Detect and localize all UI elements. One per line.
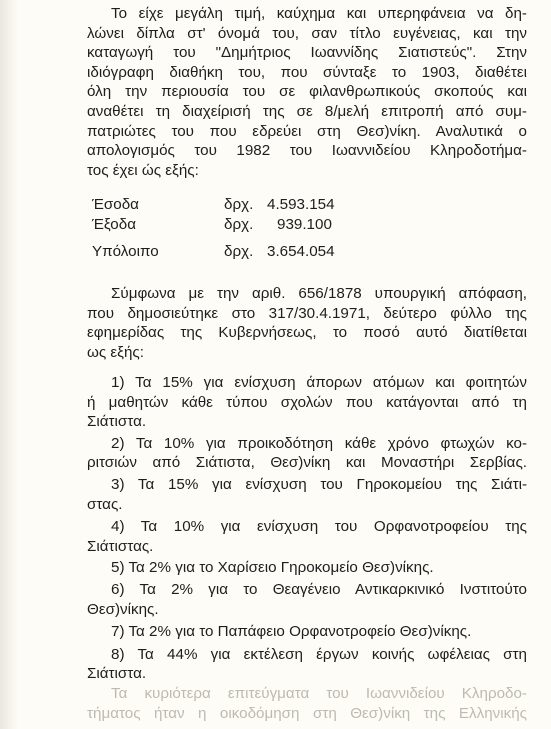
allocation-line: Σιάτιστα. xyxy=(87,413,147,431)
financial-row-expenses xyxy=(92,215,392,235)
allocation-line: 3) Τα 15% για ενίσχυση του Γηροκομείου της Σιάτι- xyxy=(111,475,527,493)
intro-line: Το είχε μεγάλη τιμή, καύχημα και υπερηφάνεια να δη- xyxy=(111,5,527,22)
allocation-line: Σιάτιστα. xyxy=(87,665,147,683)
allocation-item xyxy=(87,475,527,514)
page-edge-shadow xyxy=(0,0,18,729)
decision-line: Σύμφωνα με την αριθ. 656/1878 υπουργική απόφαση, xyxy=(111,285,527,302)
financial-amount: 939.100 xyxy=(277,216,332,233)
intro-line: πατριώτες του που εδρεύει στη Θεσ)νίκη. Αναλυτικά ο xyxy=(87,122,527,140)
financial-currency: δρχ. xyxy=(224,196,254,213)
financial-label: Υπόλοιπο xyxy=(92,243,159,260)
decision-paragraph xyxy=(87,284,527,362)
allocation-line: Σιάτιστας. xyxy=(87,537,154,555)
allocation-line: ή μαθητών κάθε τύπου σχολών που κατάγονται από τη xyxy=(87,393,527,411)
decision-line: που δημοσιεύτηκε στο 317/30.4.1971, δεύτερο φύλλο της xyxy=(87,304,527,322)
allocation-line: στας. xyxy=(87,495,123,513)
financial-row-income xyxy=(92,195,392,215)
faded-line: Τα κυριότερα επιτεύγματα του Ιωαννιδείου Κληροδο- xyxy=(111,685,527,702)
financial-currency: δρχ. xyxy=(224,216,254,233)
allocation-line: 2) Τα 10% για προικοδότηση κάθε χρόνο φτωχών κο- xyxy=(111,434,527,452)
decision-line: εφημερίδας της Κυβερνήσεως, το ποσό αυτό διατίθεται xyxy=(87,324,527,342)
allocation-line: 1) Τα 15% για ενίσχυση άπορων ατόμων και φοιτητών xyxy=(111,374,527,391)
allocation-list xyxy=(87,373,527,684)
allocation-item xyxy=(87,373,527,432)
intro-line: λώνει δίπλα στ' όνομά του, σαν τίτλο ευγένειας, και την xyxy=(87,24,527,42)
faded-line: τήματος ήταν η οικοδόμηση στη Θεσ)νίκη της Ελληνικής xyxy=(87,704,527,722)
allocation-item xyxy=(87,517,527,556)
allocation-item xyxy=(87,622,527,642)
financial-label: Έξοδα xyxy=(92,216,136,233)
intro-line: απολογισμός του 1982 του Ιωαννιδείου Κληροδοτήμα- xyxy=(87,142,527,160)
intro-line: αναθέτει τη διαχείρισή της σε 8/μελή επιτροπή από συμ- xyxy=(87,102,527,120)
allocation-line: ριτσιών από Σιάτιστα, Θεσ)νίκη και Μοναστήρι Σερβίας. xyxy=(87,454,527,472)
financial-amount: 4.593.154 xyxy=(267,196,335,213)
intro-paragraph xyxy=(87,4,527,180)
allocation-line: 6) Τα 2% για το Θεαγένειο Αντικαρκινικό Ινστιτούτο xyxy=(111,580,527,598)
intro-line: όλη την περιουσία του σε φιλανθρωπικούς σκοπούς και xyxy=(87,83,527,101)
financial-amount: 3.654.054 xyxy=(267,243,335,260)
intro-line: ιδιόγραφη διαθήκη του, που σύνταξε το 1903, διαθέτει xyxy=(87,63,527,81)
allocation-line: Θεσ)νίκης. xyxy=(87,600,159,618)
allocation-item xyxy=(87,558,527,578)
financial-row-balance xyxy=(92,242,392,262)
allocation-item xyxy=(87,580,527,619)
allocation-item xyxy=(87,434,527,473)
financial-label: Έσοδα xyxy=(92,196,139,213)
intro-line: καταγωγή του "Δημήτριος Ιωαννίδης Σιατιστεύς". Στην xyxy=(87,44,527,62)
financial-currency: δρχ. xyxy=(224,243,254,260)
allocation-line: 4) Τα 10% για ενίσχυση του Ορφανοτροφείου της xyxy=(111,518,527,536)
allocation-line: 8) Τα 44% για εκτέλεση έργων κοινής ωφέλειας στη xyxy=(111,645,527,663)
decision-line: ως εξής: xyxy=(87,343,144,361)
faded-continuation-text xyxy=(87,684,527,723)
allocation-item xyxy=(87,645,527,684)
intro-line: τος έχει ώς εξής: xyxy=(87,161,199,179)
allocation-line: 7) Τα 2% για το Παπάφειο Ορφανοτροφείο Θεσ)νίκης. xyxy=(111,623,472,641)
allocation-line: 5) Τα 2% για το Χαρίσειο Γηροκομείο Θεσ)νίκης. xyxy=(111,559,434,577)
